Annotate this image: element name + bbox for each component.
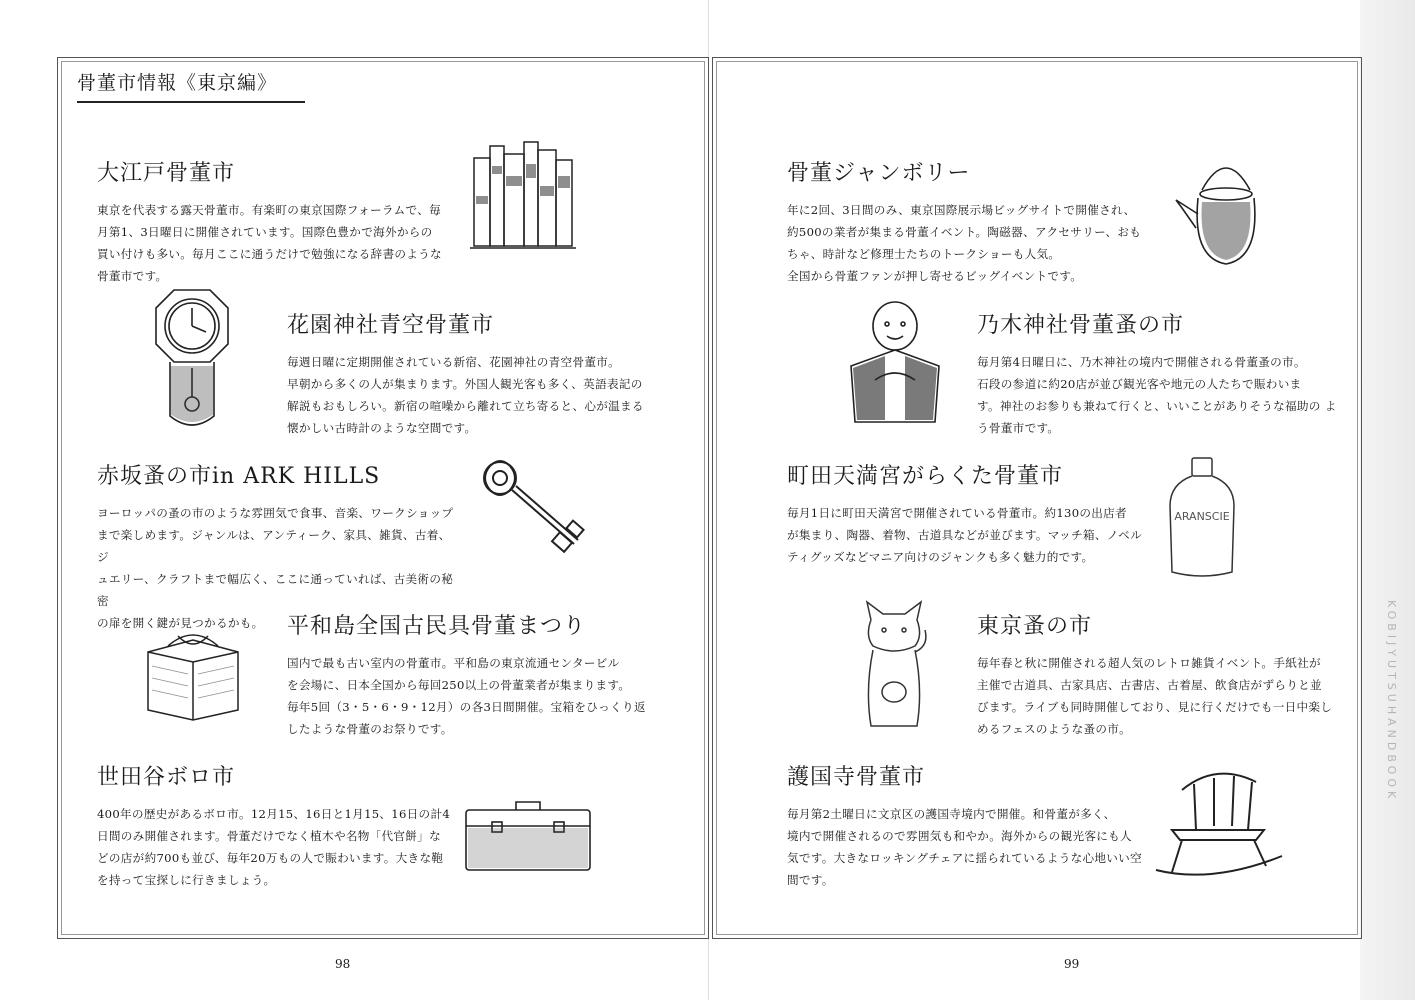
entry-text: 毎年春と秋に開催される超人気のレトロ雑貨イベント。手紙社が 主催で古道具、古家具店、古書店、古着屋、飲食店がずらりと並 びます。ライブも同時開催しており、見に行くだけでも一日中楽し めるフェスのような蚤の市。	[977, 656, 1333, 736]
entry-title: 護国寺骨董市	[787, 765, 926, 790]
entry-title: 花園神社青空骨董市	[287, 313, 495, 338]
entry-heiwajima	[287, 609, 647, 740]
entry-title: 町田天満宮がらくた骨董市	[787, 464, 1064, 489]
page-number-right: 99	[1064, 957, 1080, 971]
entry-text: 国内で最も古い室内の骨董市。平和島の東京流通センタービル を会場に、日本全国から毎回250以上の骨董業者が集まります。 毎年5回（3・5・6・9・12月）の各3日間開催。宝箱をひっくり返 したような骨董のお祭りです。	[287, 656, 646, 736]
antique-key-icon	[478, 456, 596, 566]
entry-title: 乃木神社骨董蚤の市	[977, 313, 1185, 338]
entry-text: 毎月1日に町田天満宮で開催されている骨董市。約130の出店者 が集まり、陶器、着物、古道具などが並びます。マッチ箱、ノベル ティグッズなどマニア向けのジャンクも多く魅力的です。	[787, 506, 1142, 564]
pendulum-clock-icon	[152, 286, 232, 436]
entry-nogi	[977, 308, 1337, 439]
entry-akasaka	[97, 459, 457, 634]
kettle-icon	[1172, 150, 1280, 270]
section-title: 骨董市情報《東京編》	[77, 68, 305, 103]
bottle-label: ARANSCIE	[1174, 510, 1230, 523]
entry-text: 毎月第4日曜日に、乃木神社の境内で開催される骨董蚤の市。 石段の参道に約20店が並び観光客や地元の人たちで賑わいま す。神社のお参りも兼ねて行くと、いいことがありそうな福助の よ う骨董市です。	[977, 355, 1337, 435]
books-icon	[468, 136, 578, 256]
maneki-neko-icon	[857, 600, 931, 732]
entry-title: 世田谷ボロ市	[97, 765, 236, 790]
entry-setagaya	[97, 760, 457, 891]
entry-title: 平和島全国古民具骨董まつり	[287, 614, 587, 639]
rocking-chair-icon	[1152, 760, 1286, 884]
entry-title: 赤坂蚤の市in ARK HILLS	[97, 464, 381, 489]
spine-text: KOBIJYUTSUHANDBOOK	[1385, 600, 1398, 803]
entry-text: 毎月第2土曜日に文京区の護国寺境内で開催。和骨董が多く、 境内で開催されるので雰囲気も和やか。海外からの観光客にも人 気です。大きなロッキングチェアに揺られているような心地いい空 間です。	[787, 807, 1142, 887]
suitcase-icon	[462, 796, 594, 876]
entry-jamboree	[787, 156, 1147, 287]
wrapped-box-icon	[138, 622, 248, 722]
entry-title: 大江戸骨董市	[97, 161, 236, 186]
entry-text: 年に2回、3日間のみ、東京国際展示場ビッグサイトで開催され、 約500の業者が集まる骨董イベント。陶磁器、アクセサリー、おも ちゃ、時計など修理士たちのトークショーも人気。 全国から骨董ファンが押し寄せるビッグイベントです。	[787, 203, 1142, 283]
entry-hanazono	[287, 308, 647, 439]
entry-oedo	[97, 156, 457, 287]
entry-text: ヨーロッパの蚤の市のような雰囲気で食事、音楽、ワークショップ まで楽しめます。ジャンルは、アンティーク、家具、雑貨、古着、ジ ュエリー、クラフトまで幅広く、ここに通っていれば、古美術の秘密 の扉を開く鍵が見つかるかも。	[97, 506, 454, 630]
entry-text: 東京を代表する露天骨董市。有楽町の東京国際フォーラムで、毎 月第1、3日曜日に開催されています。国際色豊かで海外からの 買い付けも多い。毎月ここに通うだけで勉強になる辞書のような 骨董市です。	[97, 203, 442, 283]
entry-gokokuji	[787, 760, 1147, 891]
entry-text: 400年の歴史があるボロ市。12月15、16日と1月15、16日の計4 日間のみ開催されます。骨董だけでなく植木や名物「代官餅」な どの店が約700も並び、毎年20万もの人で賑わいます。大きな鞄 を持って宝探しに行きましょう。	[97, 807, 451, 887]
entry-machida	[787, 459, 1147, 568]
entry-title: 東京蚤の市	[977, 614, 1093, 639]
entry-text: 毎週日曜に定期開催されている新宿、花園神社の青空骨董市。 早朝から多くの人が集まります。外国人観光客も多く、英語表記の 解説もおもしろい。新宿の喧噪から離れて立ち寄ると、心が温まる 懐かしい古時計のような空間です。	[287, 355, 644, 435]
bottle-icon	[1160, 456, 1244, 580]
entry-title: 骨董ジャンボリー	[787, 161, 971, 186]
fukusuke-doll-icon	[845, 296, 945, 428]
page-number-left: 98	[335, 957, 351, 971]
entry-tokyo-nominoichi	[977, 609, 1337, 740]
